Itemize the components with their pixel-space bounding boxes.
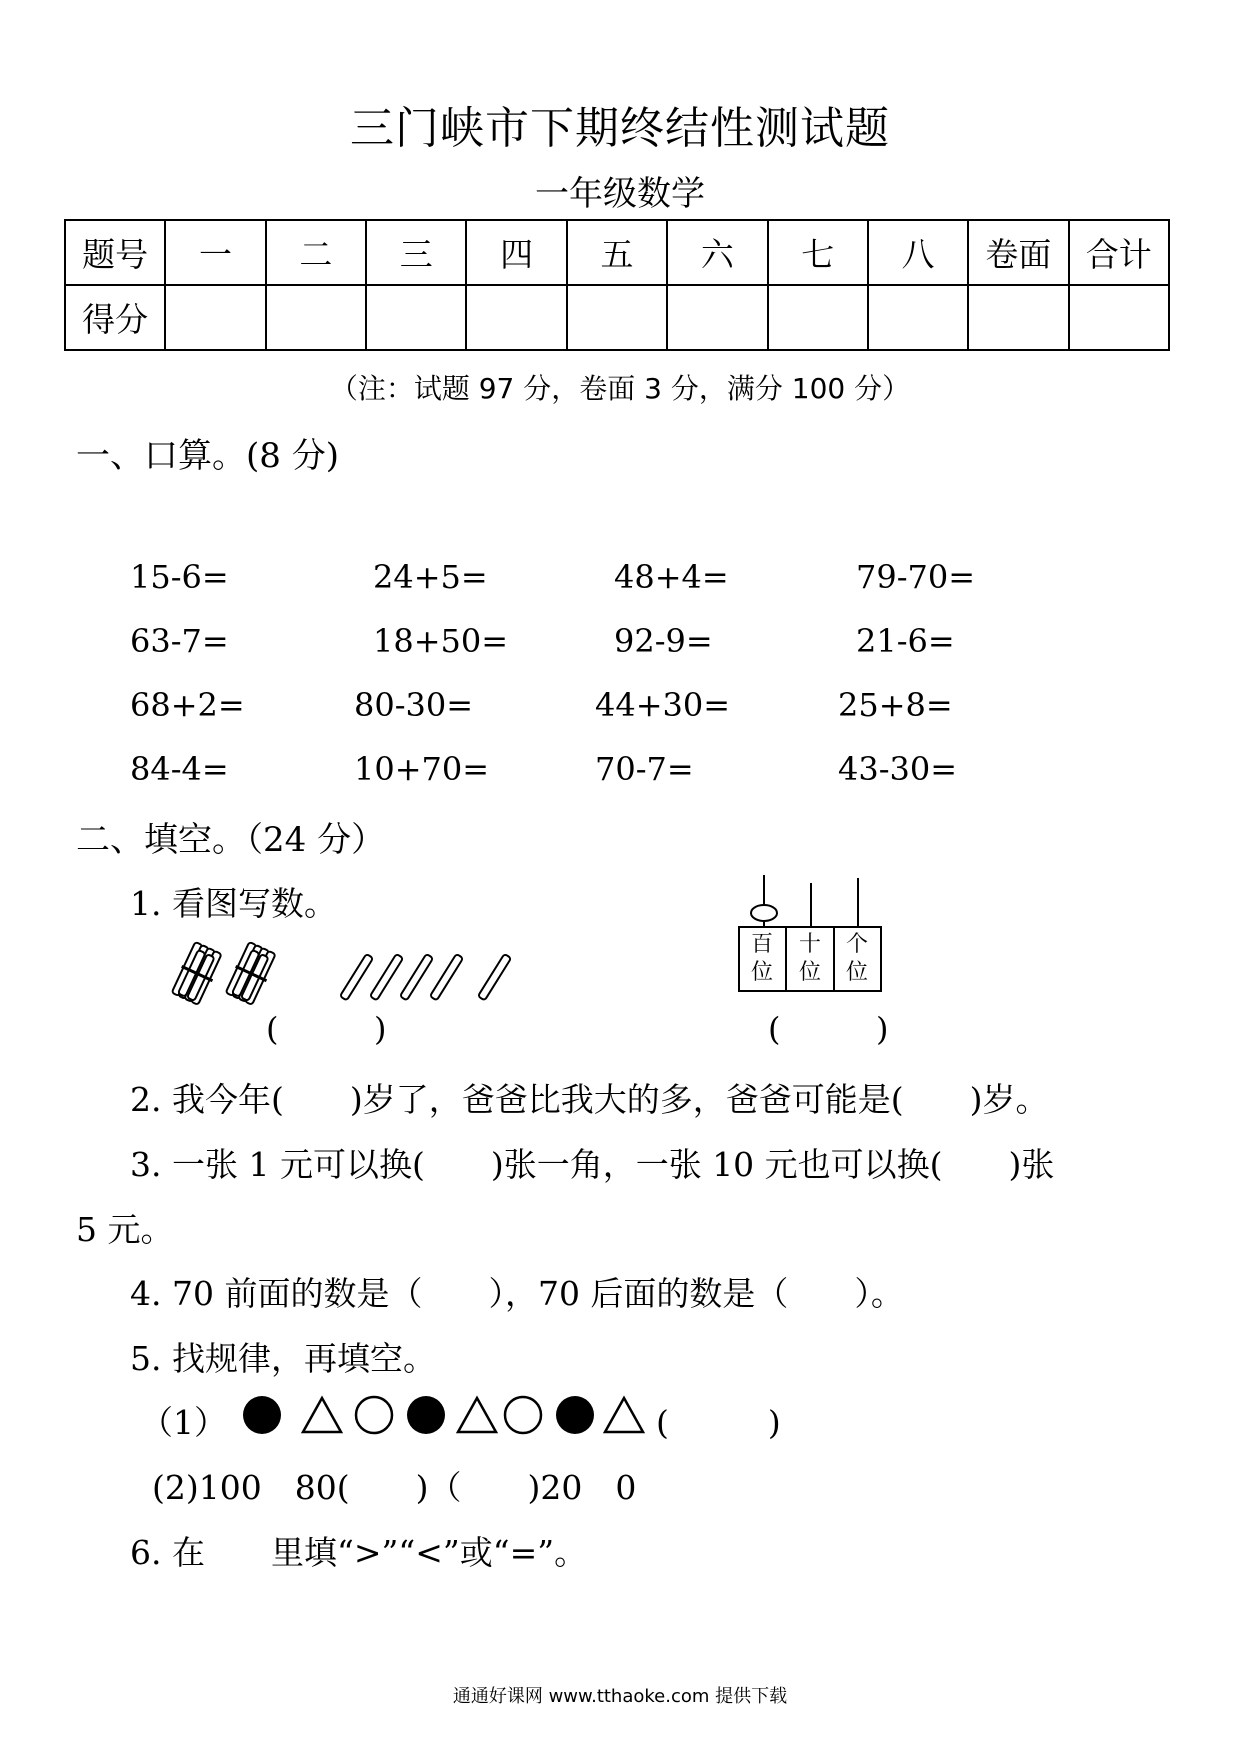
abacus-label-hundreds bbox=[739, 931, 785, 987]
score-row-label: 得分 bbox=[65, 285, 165, 350]
abacus-label-text: 十 bbox=[798, 932, 821, 957]
question-5: 5. 找规律，再填空。 bbox=[130, 1339, 436, 1378]
calc-item: 70-7= bbox=[595, 750, 694, 788]
footer-text: 通通好课网 www.tthaoke.com 提供下载 bbox=[452, 1686, 788, 1707]
circle-icon bbox=[356, 1397, 392, 1433]
score-input-cell[interactable] bbox=[1069, 285, 1169, 350]
page-title: 三门峡市下期终结性测试题 bbox=[350, 103, 890, 154]
question-5-1-answer: ( ) bbox=[656, 1403, 781, 1442]
score-cell: 七 bbox=[768, 220, 868, 285]
calc-item: 80-30= bbox=[354, 686, 474, 724]
score-input-cell[interactable] bbox=[366, 285, 466, 350]
calc-item: 21-6= bbox=[856, 622, 955, 660]
circle-icon bbox=[505, 1397, 541, 1433]
question-3-line1: 3. 一张 1 元可以换( )张一角，一张 10 元也可以换( )张 bbox=[130, 1145, 1055, 1184]
answer-paren-close: ) bbox=[374, 1010, 387, 1048]
score-input-cell[interactable] bbox=[667, 285, 767, 350]
score-input-cell[interactable] bbox=[868, 285, 968, 350]
score-cell: 六 bbox=[667, 220, 767, 285]
answer-paren-open: ( bbox=[266, 1010, 279, 1048]
calc-item: 68+2= bbox=[130, 686, 245, 724]
score-cell: 三 bbox=[366, 220, 466, 285]
score-cell: 八 bbox=[868, 220, 968, 285]
score-cell: 卷面 bbox=[968, 220, 1068, 285]
score-input-cell[interactable] bbox=[466, 285, 566, 350]
single-sticks-icon bbox=[344, 950, 524, 1006]
calc-item: 24+5= bbox=[373, 558, 488, 596]
score-cell: 一 bbox=[165, 220, 265, 285]
filled-circle-icon bbox=[556, 1396, 594, 1434]
score-note: （注：试题 97 分，卷面 3 分，满分 100 分） bbox=[329, 372, 911, 405]
score-input-cell[interactable] bbox=[968, 285, 1068, 350]
section2-title: 二、填空。（24 分） bbox=[76, 820, 386, 860]
score-input-cell[interactable] bbox=[768, 285, 868, 350]
score-cell: 题号 bbox=[65, 220, 165, 285]
triangle-icon bbox=[458, 1398, 496, 1432]
calc-item: 25+8= bbox=[838, 686, 953, 724]
shape-pattern bbox=[240, 1392, 650, 1438]
filled-circle-icon bbox=[407, 1396, 445, 1434]
calc-item: 44+30= bbox=[595, 686, 731, 724]
answer-paren-close: ) bbox=[876, 1010, 889, 1048]
score-input-cell[interactable] bbox=[266, 285, 366, 350]
question-1: 1. 看图写数。 bbox=[130, 884, 337, 923]
calc-item: 63-7= bbox=[130, 622, 229, 660]
score-table bbox=[64, 219, 1170, 351]
score-cell: 合计 bbox=[1069, 220, 1169, 285]
question-6: 6. 在 里填“>”“<”或“=”。 bbox=[130, 1533, 588, 1572]
score-cell: 二 bbox=[266, 220, 366, 285]
calc-item: 18+50= bbox=[373, 622, 509, 660]
score-cell: 四 bbox=[466, 220, 566, 285]
score-input-cell[interactable] bbox=[567, 285, 667, 350]
abacus-label-text: 个 bbox=[845, 932, 868, 957]
filled-circle-icon bbox=[243, 1396, 281, 1434]
score-input-cell[interactable] bbox=[165, 285, 265, 350]
abacus-label-ones bbox=[834, 931, 880, 987]
question-2: 2. 我今年( )岁了，爸爸比我大的多，爸爸可能是( )岁。 bbox=[130, 1080, 1049, 1119]
abacus-label-tens bbox=[787, 931, 833, 987]
score-table-header-row bbox=[65, 220, 1169, 285]
calc-item: 79-70= bbox=[856, 558, 976, 596]
abacus-label-text: 百 bbox=[750, 932, 773, 957]
abacus-label-text: 位 bbox=[845, 960, 868, 985]
calc-item: 43-30= bbox=[838, 750, 958, 788]
calc-item: 92-9= bbox=[614, 622, 713, 660]
question-5-1-label: （1） bbox=[140, 1403, 227, 1442]
score-cell: 五 bbox=[567, 220, 667, 285]
calc-item: 84-4= bbox=[130, 750, 229, 788]
question-4: 4. 70 前面的数是（ ），70 后面的数是（ ）。 bbox=[130, 1274, 904, 1313]
triangle-icon bbox=[605, 1398, 643, 1432]
score-table-score-row bbox=[65, 285, 1169, 350]
page-subtitle: 一年级数学 bbox=[535, 174, 705, 214]
section1-title: 一、口算。(8 分) bbox=[76, 436, 339, 476]
calc-item: 15-6= bbox=[130, 558, 229, 596]
question-3-line2: 5 元。 bbox=[76, 1210, 174, 1249]
stick-bundles-icon bbox=[170, 944, 290, 1014]
triangle-icon bbox=[303, 1398, 341, 1432]
answer-paren-open: ( bbox=[768, 1010, 781, 1048]
abacus-label-text: 位 bbox=[798, 960, 821, 985]
question-5-2: (2)100 80( )（ )20 0 bbox=[152, 1468, 637, 1507]
calc-item: 48+4= bbox=[614, 558, 729, 596]
calc-item: 10+70= bbox=[354, 750, 490, 788]
abacus-label-text: 位 bbox=[750, 960, 773, 985]
